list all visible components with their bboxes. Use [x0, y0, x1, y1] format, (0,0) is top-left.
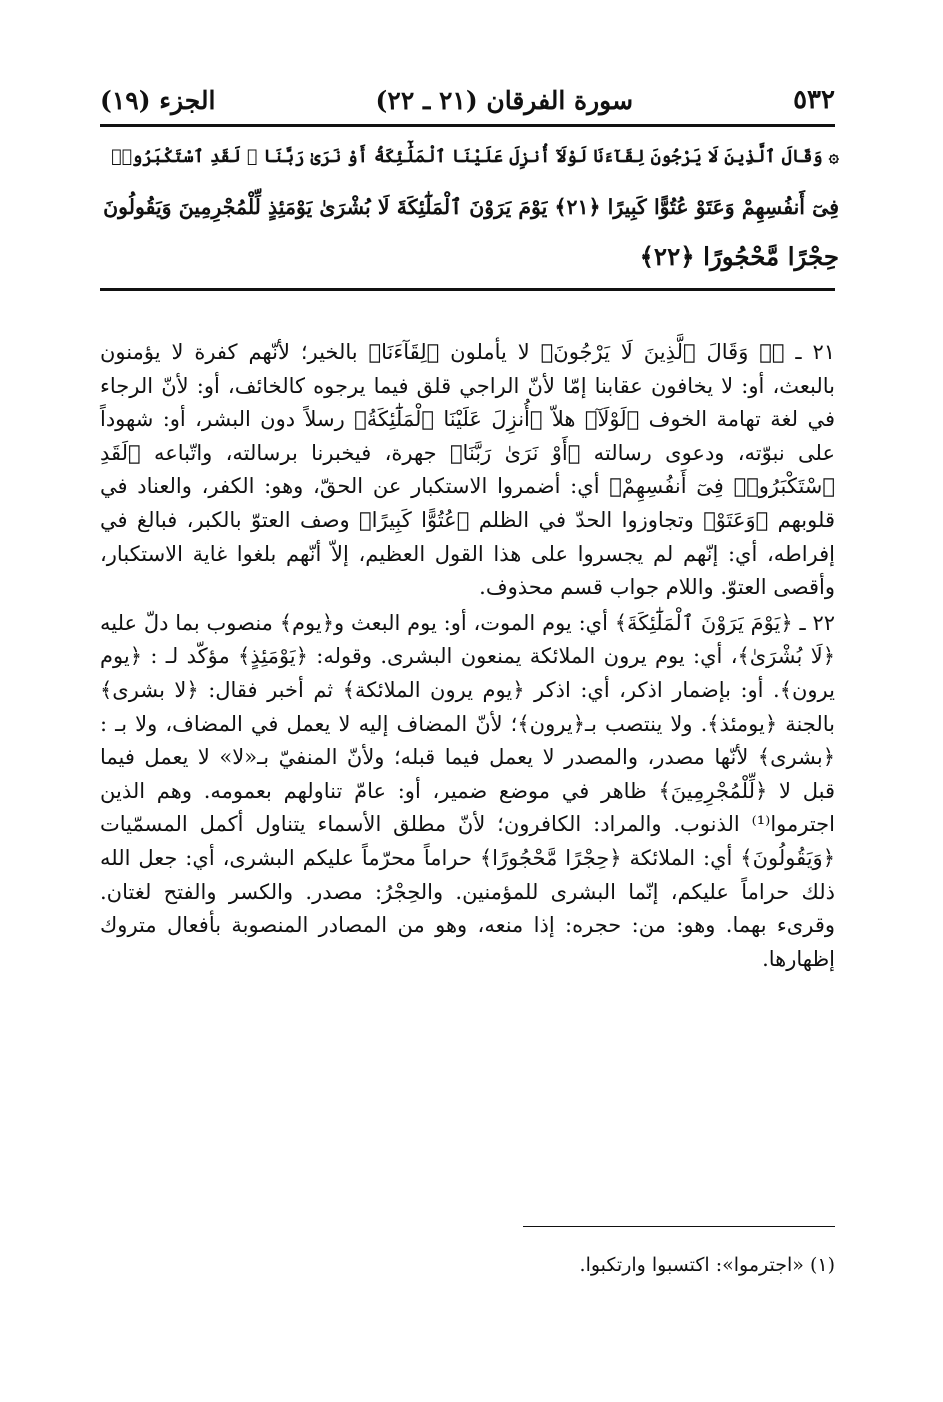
commentary-paragraph-21: ٢١ ـ ﴿۞ وَقَالَ ٱلَّذِينَ لَا يَرْجُونَ﴾ لا يأملون ﴿لِقَآءَنَا﴾ بالخير؛ لأنّهم كفرة لا يؤمنون بالبعث، أو: لا يخافون عقابنا إمّا لأنّ الراجي قلق فيما يرجوه كالخائف، أو: لأنّ الرجاء في لغة تهامة الخوف ﴿لَوْلَآ﴾ هلاّ ﴿أُنزِلَ عَلَيْنَا ٱلْمَلَٰٓئِكَةُ﴾ رسلاً دون البشر، أو: شهوداً على نبوّته، ودعوى رسالته ﴿أَوْ نَرَىٰ رَبَّنَا﴾ جهرة، فيخبرنا برسالته، واتّباعه ﴿لَقَدِ ٱسْتَكْبَرُوا۟ فِىٓ أَنفُسِهِمْ﴾ أي: أضمروا الاستكبار عن الحقّ، وهو: الكفر، والعناد في قلوبهم ﴿وَعَتَوْ﴾ وتجاوزوا الحدّ في الظلم ﴿عُتُوًّا كَبِيرًا﴾ وصف العتوّ بالكبر، فبالغ في إفراطه، أي: إنّهم لم يجسروا على هذا القول العظيم، إلاّ أنّهم بلغوا غاية الاستكبار، وأقصى العتوّ. واللام جواب قسم محذوف.: [100, 340, 835, 600]
surah-title: سورة الفرقان (٢١ ـ ٢٢): [375, 85, 634, 115]
header-divider: [100, 124, 835, 127]
footnote: (١) «اجترموا»: اكتسبوا وارتكبوا.: [579, 1254, 835, 1276]
quran-line: حِجْرًا مَّحْجُورًا ﴿٢٢﴾: [639, 242, 839, 271]
page-number: ٥٣٢: [793, 85, 835, 115]
commentary-paragraph-22: ٢٢ ـ ﴿يَوْمَ يَرَوْنَ ٱلْمَلَٰٓئِكَةَ﴾ أي: يوم الموت، أو: يوم البعث و﴿يوم﴾ منصوب بما دلّ عليه ﴿لَا بُشْرَىٰ﴾، أي: يوم يرون الملائكة يمنعون البشرى. وقوله: ﴿يَوْمَئِذٍ﴾ مؤكّد لـ : ﴿يوم يرون﴾. أو: بإضمار اذكر، أي: اذكر ﴿يوم يرون الملائكة﴾ ثم أخبر فقال: ﴿لا بشرى﴾ بالجنة ﴿يومئذ﴾. ولا ينتصب بـ﴿يرون﴾؛ لأنّ المضاف إليه لا يعمل في المضاف، ولا بـ : ﴿بشرى﴾ لأنّها مصدر، والمصدر لا يعمل فيما قبله؛ ولأنّ المنفيّ بـ«لا» لا يعمل فيما قبل لا ﴿لِّلْمُجْرِمِينَ﴾ ظاهر في موضع ضمير، أو: عامّ تناولهم بعمومه. وهم الذين اجترموا⁽¹⁾ الذنوب. والمراد: الكافرون؛ لأنّ مطلق الأسماء يتناول أكمل المسمّيات ﴿وَيَقُولُونَ﴾ أي: الملائكة ﴿حِجْرًا مَّحْجُورًا﴾ حراماً محرّماً عليكم البشرى، أي: جعل الله ذلك حراماً عليكم، إنّما البشرى للمؤمنين. والحِجْرُ: مصدر. والكسر والفتح لغتان. وقرىء بهما. وهو: من: حجره: إذا منعه، وهو من المصادر المنصوبة بأفعال متروك إظهارها.: [100, 610, 835, 971]
quran-line: ۞ وَقَالَ ٱلَّذِينَ لَا يَرْجُونَ لِقَآءَنَا لَوْلَآ أُنزِلَ عَلَيْنَا ٱلْمَلَٰٓئِكَةُ أَوْ نَرَىٰ رَبَّنَا ۗ لَقَدِ ٱسْتَكْبَرُوا۟: [111, 147, 839, 167]
juz-label: الجزء (١٩): [100, 85, 216, 115]
commentary-body: [100, 336, 835, 976]
page-header: [100, 80, 835, 120]
verses-divider: [100, 288, 835, 291]
quran-verses: [96, 132, 839, 282]
quran-line: فِىٓ أَنفُسِهِمْ وَعَتَوْ عُتُوًّا كَبِيرًا ﴿٢١﴾ يَوْمَ يَرَوْنَ ٱلْمَلَٰٓئِكَةَ لَا بُشْرَىٰ يَوْمَئِذٍ لِّلْمُجْرِمِينَ وَيَقُولُونَ: [103, 195, 839, 219]
footnote-divider: [523, 1226, 835, 1227]
